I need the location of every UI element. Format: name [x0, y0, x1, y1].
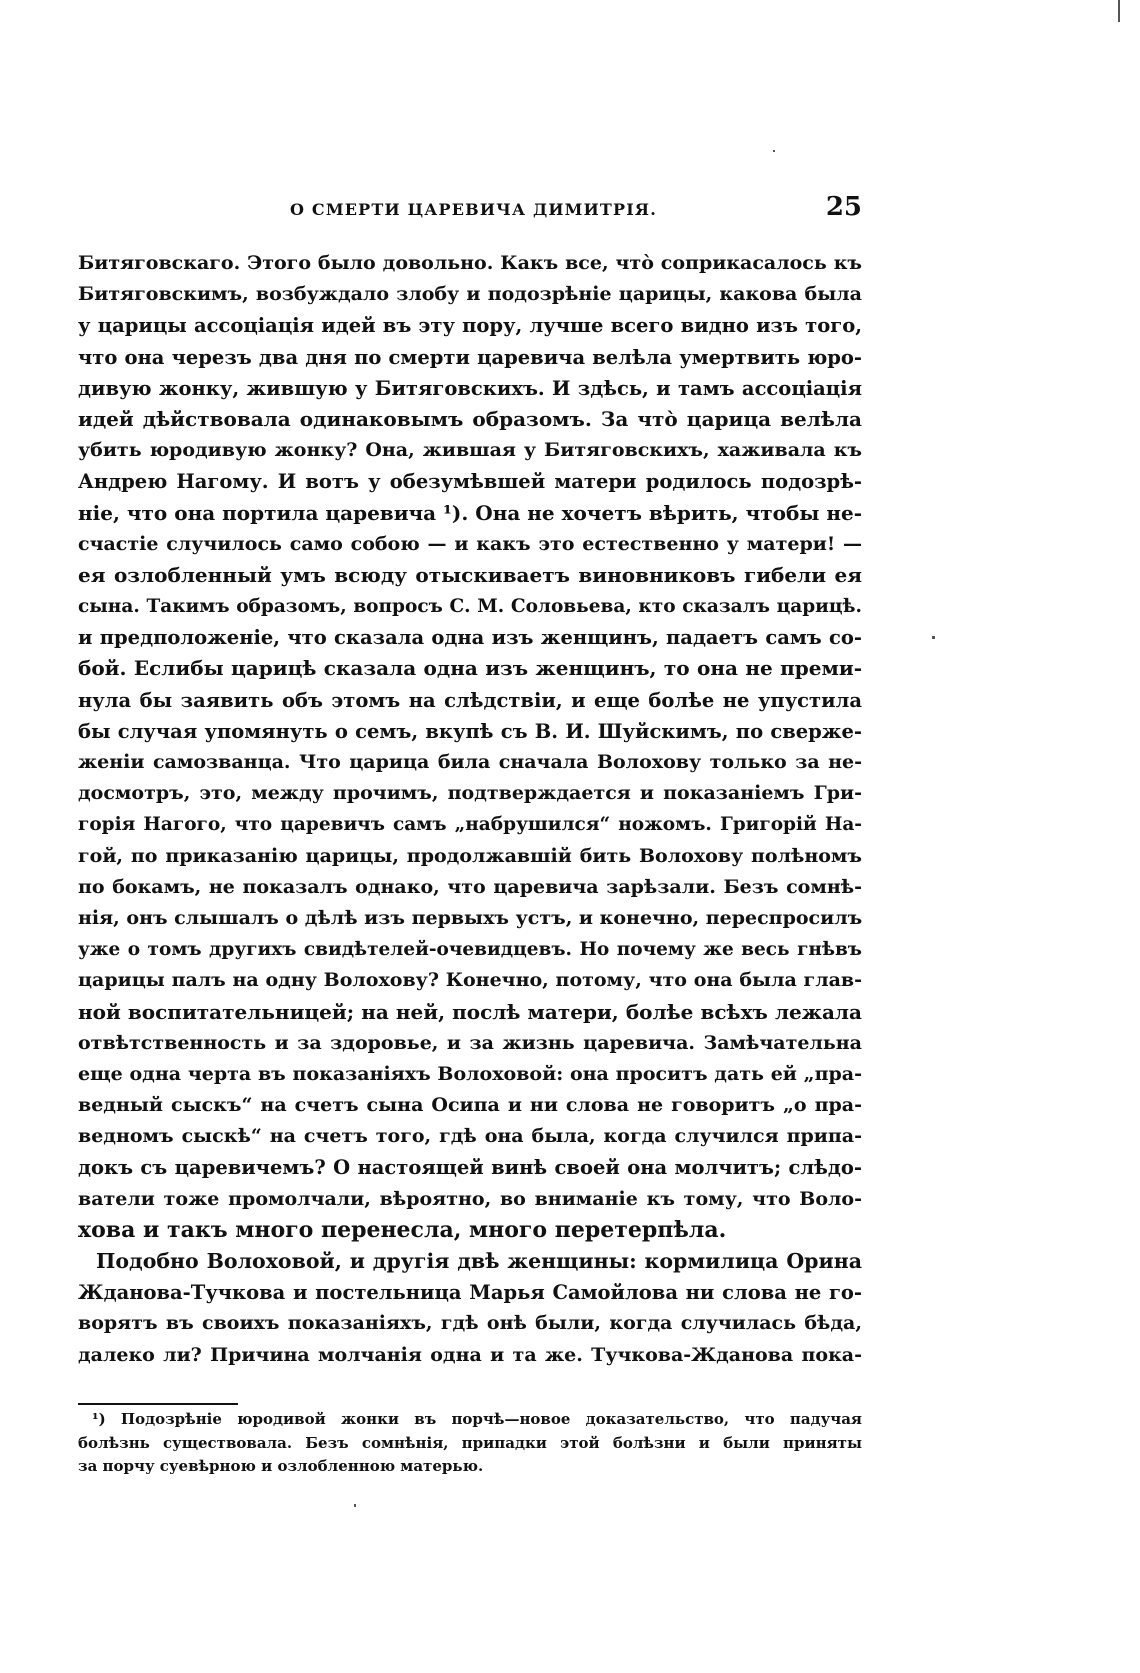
text-line: ніе, что она портила царевича ¹). Она не хочетъ вѣрить, чтобы не- [78, 500, 862, 525]
text-line: что она черезъ два дня по смерти царевича велѣла умертвить юро- [78, 345, 862, 369]
scan-mark [1118, 0, 1120, 22]
text-line: Битяговскимъ, возбуждало злобу и подозрѣніе царицы, какова была [78, 283, 862, 306]
text-line: горія Нагого, что царевичъ самъ „набрушился“ ножомъ. Григорій На- [78, 814, 862, 836]
text-line: далеко ли? Причина молчанія одна и та же. Тучкова-Жданова пока- [78, 1343, 862, 1366]
page-number: 25 [825, 192, 862, 222]
footnote [78, 1408, 862, 1479]
text-line: нія, онъ слышалъ о дѣлѣ изъ первыхъ устъ, и конечно, переспросилъ [78, 906, 862, 929]
scan-speck [773, 150, 775, 152]
text-line: уже о томъ другихъ свидѣтелей-очевидцевъ. Но почему же весь гнѣвъ [78, 939, 862, 961]
text-line: ея озлобленный умъ всюду отыскиваетъ виновниковъ гибели ея [78, 562, 862, 587]
text-line: ведный сыскъ“ на счетъ сына Осипа и ни слова не говоритъ „о пра- [78, 1094, 862, 1117]
footnote-line: болѣзнь существовала. Безъ сомнѣнія, припадки этой болѣзни и были приняты [78, 1433, 862, 1452]
text-line: ведномъ сыскѣ“ на счетъ того, гдѣ она была, когда случился припа- [78, 1125, 862, 1148]
text-line: ворятъ въ своихъ показаніяхъ, гдѣ онѣ были, когда случилась бѣда, [78, 1312, 862, 1335]
text-line: сына. Такимъ образомъ, вопросъ С. М. Соловьева, кто сказалъ царицѣ. [78, 596, 862, 618]
text-line: Битяговскаго. Этого было довольно. Какъ все, что̀ соприкасалось къ [78, 252, 862, 274]
body-text [78, 248, 862, 1371]
text-line: ной воспитательницей; на ней, послѣ матери, болѣе всѣхъ лежала [78, 999, 862, 1024]
text-line: докъ съ царевичемъ? О настоящей винѣ своей она молчитъ; слѣдо- [78, 1156, 862, 1180]
paragraph-end-line: хова и такъ много перенесла, много перетерпѣла. [78, 1216, 727, 1243]
text-line: дивую жонку, жившую у Битяговскихъ. И здѣсь, и тамъ ассоціація [78, 376, 862, 400]
text-line: Андрею Нагому. И вотъ у обезумѣвшей матери родилось подозрѣ- [78, 470, 862, 494]
text-line: Жданова-Тучкова и постельница Марья Самойлова ни слова не го- [78, 1281, 862, 1305]
text-line: гой, по приказанію царицы, продолжавшій бить Волохову полѣномъ [78, 844, 862, 867]
page-header [78, 192, 862, 232]
text-line: идей дѣйствовала одинаковымъ образомъ. За что̀ царица велѣла [78, 406, 862, 431]
text-line: женіи самозванца. Что царица била сначала Волохову только за не- [78, 751, 862, 773]
footnote-divider [78, 1403, 238, 1405]
text-line: ватели тоже промолчали, вѣроятно, во вниманіе къ тому, что Воло- [78, 1187, 862, 1210]
scan-speck [932, 636, 935, 639]
text-line: царицы палъ на одну Волохову? Конечно, потому, что она была глав- [78, 969, 862, 992]
text-line: бы случая упомянуть о семъ, вкупѣ съ В. И. Шуйскимъ, по сверже- [78, 719, 862, 743]
scan-speck [354, 1504, 356, 1507]
text-line: счастіе случилось само собою — и какъ это естественно у матери! — [78, 532, 862, 555]
running-head: О СМЕРТИ ЦАРЕВИЧА ДИМИТРІЯ. [290, 200, 658, 219]
text-line: у царицы ассоціація идей въ эту пору, лучше всего видно изъ того, [78, 314, 862, 338]
text-line: досмотръ, это, между прочимъ, подтверждается и показаніемъ Гри- [78, 782, 862, 805]
text-line: по бокамъ, не показалъ однако, что царевича зарѣзали. Безъ сомнѣ- [78, 875, 862, 898]
footnote-line: за порчу суевѣрною и озлобленною матерью. [78, 1457, 484, 1475]
text-line: убить юродивую жонку? Она, жившая у Битяговскихъ, хаживала къ [78, 439, 862, 462]
footnote-line: ¹) Подозрѣніе юродивой жонки въ порчѣ—новое доказательство, что падучая [92, 1410, 862, 1428]
text-line: отвѣтственность и за здоровье, и за жизнь царевича. Замѣчательна [78, 1031, 862, 1054]
text-line: нула бы заявить объ этомъ на слѣдствіи, и еще болѣе не упустила [78, 688, 862, 712]
text-line: и предположеніе, что сказала одна изъ женщинъ, падаетъ самъ со- [78, 626, 862, 650]
text-line: еще одна черта въ показаніяхъ Волоховой: она проситъ дать ей „пра- [78, 1062, 862, 1085]
paragraph-start-line: Подобно Волоховой, и другія двѣ женщины: кормилица Орина [96, 1249, 862, 1273]
text-line: бой. Еслибы царицѣ сказала одна изъ женщинъ, то она не преми- [78, 656, 862, 681]
